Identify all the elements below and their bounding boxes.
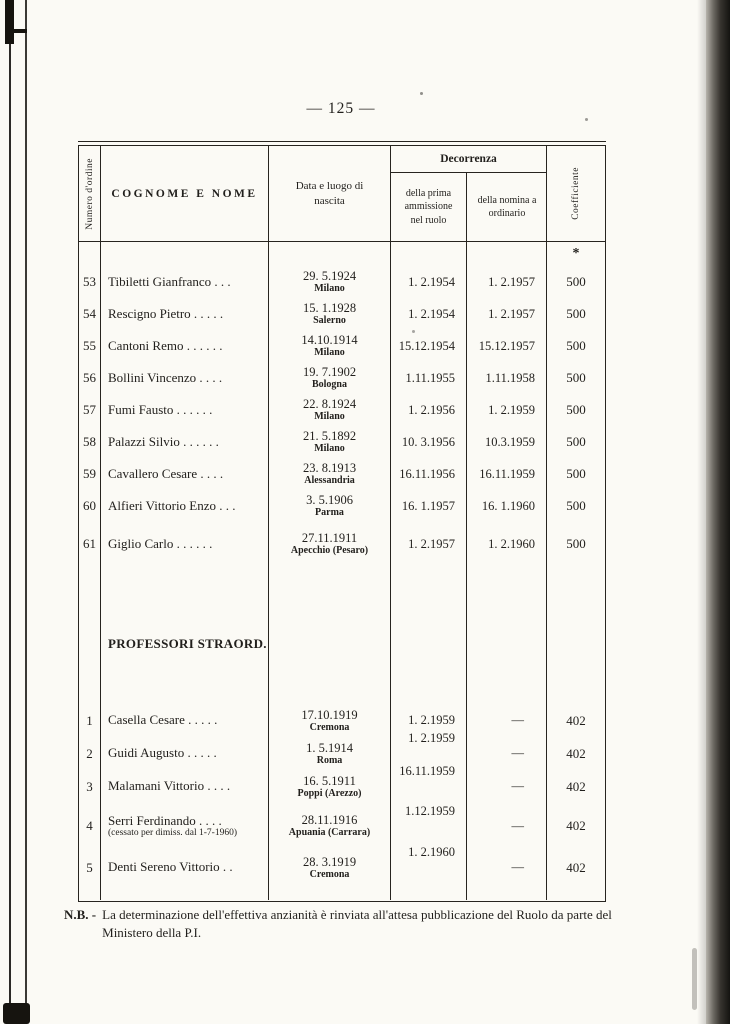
row-nomina: 10.3.1959 [467, 426, 547, 458]
scan-page-curl-shadow [697, 0, 706, 1024]
birth-place: Poppi (Arezzo) [297, 787, 362, 799]
row-coefficiente: 500 [566, 402, 586, 417]
row-birth [269, 490, 391, 522]
birth-date: 3. 5.1906 [306, 493, 353, 508]
row-number: 54 [79, 298, 101, 330]
col-header-cognome: COGNOME E NOME [101, 146, 269, 241]
footnote [64, 906, 624, 941]
birth-date: 27.11.1911 [301, 531, 358, 546]
row-prima-ammissione: 1. 2.1957 [391, 522, 467, 566]
row-name: Malamani Vittorio . . . . [101, 770, 269, 803]
row-coefficiente: 500 [566, 498, 586, 513]
birth-place: Roma [316, 754, 343, 766]
spacer-cell [79, 242, 101, 266]
row-number: 3 [79, 770, 101, 803]
spacer-cell [467, 624, 547, 664]
col-header-decorrenza-group [391, 146, 547, 241]
row-prima-ammissione: 1. 2.1959 [391, 704, 467, 737]
row-name: Cavallero Cesare . . . . [101, 458, 269, 490]
table-body [79, 242, 605, 900]
table-header-row [79, 146, 605, 242]
row-prima-ammissione: 15.12.1954 [391, 330, 467, 362]
row-name: Alfieri Vittorio Enzo . . . [101, 490, 269, 522]
birth-date: 28. 3.1919 [302, 854, 357, 869]
decorrenza-subheaders [391, 173, 546, 241]
col-header-numero: Numero d'ordine [79, 146, 101, 241]
row-name: Bollini Vincenzo . . . . [101, 362, 269, 394]
row-prima-ammissione: 16. 1.1957 [391, 490, 467, 522]
spacer-cell [269, 566, 391, 624]
spacer-row [79, 664, 605, 704]
birth-date: 28.11.1916 [301, 813, 358, 828]
table-row [79, 522, 605, 566]
row-name: Tibiletti Gianfranco . . . [101, 266, 269, 298]
birth-date: 15. 1.1928 [302, 301, 357, 316]
row-nomina: 16.11.1959 [467, 458, 547, 490]
row-nomina: — [467, 737, 547, 770]
row-nomina: 1. 2.1959 [467, 394, 547, 426]
birth-date: 21. 5.1892 [302, 429, 357, 444]
row-prima-ammissione: 16.11.1956 [391, 458, 467, 490]
row-nomina: 1. 2.1960 [467, 522, 547, 566]
row-nomina: 1. 2.1957 [467, 298, 547, 330]
row-prima-ammissione: 1. 2.1954 [391, 298, 467, 330]
row-birth [269, 266, 391, 298]
col-header-nomina-ordinario: della nomina a ordinario [477, 194, 537, 219]
birth-place: Parma [315, 507, 344, 519]
row-nomina: 15.12.1957 [467, 330, 547, 362]
row-coefficiente: 402 [566, 712, 586, 728]
birth-date: 1. 5.1914 [306, 740, 353, 755]
birth-date: 23. 8.1913 [302, 461, 357, 476]
row-prima-ammissione: 1. 2.1959 [391, 737, 467, 770]
row-number: 55 [79, 330, 101, 362]
row-coefficiente: 500 [566, 274, 586, 289]
row-birth [269, 522, 391, 566]
row-nomina: 1. 2.1957 [467, 266, 547, 298]
birth-place: Milano [314, 283, 345, 295]
table-row [79, 426, 605, 458]
row-name: Guidi Augusto . . . . . [101, 737, 269, 770]
row-prima-ammissione: 10. 3.1956 [391, 426, 467, 458]
row-number: 4 [79, 803, 101, 849]
row-coefficiente: 500 [566, 434, 586, 449]
spacer-cell [269, 242, 391, 266]
table-row [79, 845, 605, 886]
row-birth [269, 330, 391, 362]
table-row [79, 298, 605, 330]
row-prima-ammissione: 1.12.1959 [391, 803, 467, 849]
row-coefficiente: 500 [566, 370, 586, 385]
spacer-cell [79, 624, 101, 664]
spacer-cell [547, 664, 605, 704]
birth-place: Milano [314, 411, 345, 423]
birth-place: Apecchio (Pesaro) [290, 545, 369, 557]
section-title-row [79, 624, 605, 664]
row-nomina: — [467, 704, 547, 737]
row-name: Casella Cesare . . . . . [101, 704, 269, 737]
table-row [79, 266, 605, 298]
scan-ink-blob-bottom [3, 1003, 30, 1024]
row-birth [269, 362, 391, 394]
row-number: 2 [79, 737, 101, 770]
row-number: 56 [79, 362, 101, 394]
birth-place: Cremona [309, 721, 350, 733]
row-birth [269, 458, 391, 490]
row-nomina: 16. 1.1960 [467, 490, 547, 522]
birth-place: Alessandria [304, 475, 355, 487]
table-row [79, 731, 605, 770]
table-row [79, 490, 605, 522]
row-name [101, 803, 269, 849]
spacer-row [79, 566, 605, 624]
spacer-cell [467, 242, 547, 266]
footnote-text: La determinazione dell'effettiva anzianità è rinviata all'attesa pubblicazione del Ruolo da parte del Ministero della P.I. [102, 907, 612, 940]
scan-ink-tick [9, 29, 27, 33]
birth-place: Bologna [311, 379, 347, 391]
scan-left-rule-inner [25, 0, 27, 1024]
spacer-cell [467, 664, 547, 704]
row-coefficiente: 500 [566, 466, 586, 481]
table-row [79, 394, 605, 426]
row-number: 5 [79, 849, 101, 886]
row-birth [269, 849, 391, 886]
spacer-cell [269, 886, 391, 900]
spacer-cell [391, 624, 467, 664]
row-name: Denti Sereno Vittorio . . [101, 849, 269, 886]
row-coefficiente: 402 [566, 745, 586, 761]
roster-table [78, 145, 606, 902]
row-name: Giglio Carlo . . . . . . [101, 522, 269, 566]
row-nomina: — [467, 803, 547, 849]
row-name-main: Serri Ferdinando . . . . [108, 812, 222, 828]
table-row [79, 362, 605, 394]
spacer-cell [269, 664, 391, 704]
table-row [79, 704, 605, 737]
scan-right-edge [706, 0, 730, 1024]
birth-date: 17.10.1919 [301, 707, 358, 722]
row-birth [269, 298, 391, 330]
spacer-cell [467, 886, 547, 900]
footnote-label: N.B. - [64, 907, 97, 922]
section-title: PROFESSORI STRAORD. [101, 624, 269, 664]
row-prima-ammissione: 1. 2.1960 [391, 849, 467, 886]
row-birth [269, 803, 391, 849]
row-birth [269, 770, 391, 803]
row-nomina: 1.11.1958 [467, 362, 547, 394]
table-row [79, 803, 605, 849]
row-coefficiente: 500 [566, 338, 586, 353]
spacer-row [79, 886, 605, 900]
col-header-prima-ammissione: della prima ammissione nel ruolo [391, 173, 467, 241]
spacer-cell [391, 886, 467, 900]
spacer-cell [269, 624, 391, 664]
row-coefficiente: 500 [566, 536, 586, 551]
birth-place: Cremona [309, 868, 350, 880]
asterisk-row [79, 242, 605, 266]
spacer-cell [547, 886, 605, 900]
row-birth [269, 394, 391, 426]
spacer-cell [79, 886, 101, 900]
spacer-cell [79, 664, 101, 704]
row-nomina: — [467, 849, 547, 886]
row-number: 61 [79, 522, 101, 566]
spacer-cell [547, 566, 605, 624]
birth-place: Milano [314, 347, 345, 359]
row-nomina: — [467, 770, 547, 803]
row-number: 58 [79, 426, 101, 458]
col-header-decorrenza: Decorrenza [391, 146, 546, 173]
table-row [79, 330, 605, 362]
table-row [79, 458, 605, 490]
row-number: 1 [79, 704, 101, 737]
row-prima-ammissione: 1. 2.1956 [391, 394, 467, 426]
spacer-cell [391, 242, 467, 266]
spacer-cell [101, 242, 269, 266]
row-name: Fumi Fausto . . . . . . [101, 394, 269, 426]
row-name: Palazzi Silvio . . . . . . [101, 426, 269, 458]
birth-date: 14.10.1914 [301, 333, 358, 348]
scan-ink-blob-top [5, 0, 14, 44]
birth-date: 19. 7.1902 [302, 365, 357, 380]
spacer-cell [467, 566, 547, 624]
row-number: 60 [79, 490, 101, 522]
row-coefficiente: 402 [566, 859, 586, 875]
spacer-cell [391, 664, 467, 704]
row-name: Cantoni Remo . . . . . . [101, 330, 269, 362]
birth-date: 22. 8.1924 [302, 397, 357, 412]
row-name-note: (cessato per dimiss. dal 1-7-1960) [108, 827, 238, 838]
page-number: — 125 — [306, 100, 376, 117]
col-header-coefficiente: Coefficiente [571, 167, 581, 220]
row-number: 57 [79, 394, 101, 426]
row-coefficiente: 402 [566, 818, 586, 833]
scan-left-rule-outer [9, 0, 11, 1024]
spacer-cell [547, 624, 605, 664]
spacer-cell [101, 664, 269, 704]
row-prima-ammissione: 1.11.1955 [391, 362, 467, 394]
row-number: 53 [79, 266, 101, 298]
birth-place: Salerno [313, 315, 346, 327]
row-birth [269, 737, 391, 770]
col-header-nascita: Data e luogo di nascita [269, 146, 391, 241]
table-row [79, 764, 605, 803]
row-birth [269, 704, 391, 737]
birth-place: Apuania (Carrara) [288, 827, 371, 839]
row-name: Rescigno Pietro . . . . . [101, 298, 269, 330]
spacer-cell [101, 566, 269, 624]
row-number: 59 [79, 458, 101, 490]
row-birth [269, 426, 391, 458]
row-coefficiente: 500 [566, 306, 586, 321]
scan-smudge [692, 948, 697, 1010]
birth-date: 16. 5.1911 [303, 773, 356, 788]
birth-date: 29. 5.1924 [302, 269, 357, 284]
scan-speck [420, 92, 423, 95]
spacer-cell [391, 566, 467, 624]
coeff-asterisk: * [572, 246, 580, 261]
spacer-cell [101, 886, 269, 900]
row-coefficiente: 402 [566, 778, 586, 794]
row-prima-ammissione: 16.11.1959 [391, 770, 467, 803]
scan-speck [585, 118, 588, 121]
birth-place: Milano [314, 443, 345, 455]
row-prima-ammissione: 1. 2.1954 [391, 266, 467, 298]
spacer-cell [79, 566, 101, 624]
